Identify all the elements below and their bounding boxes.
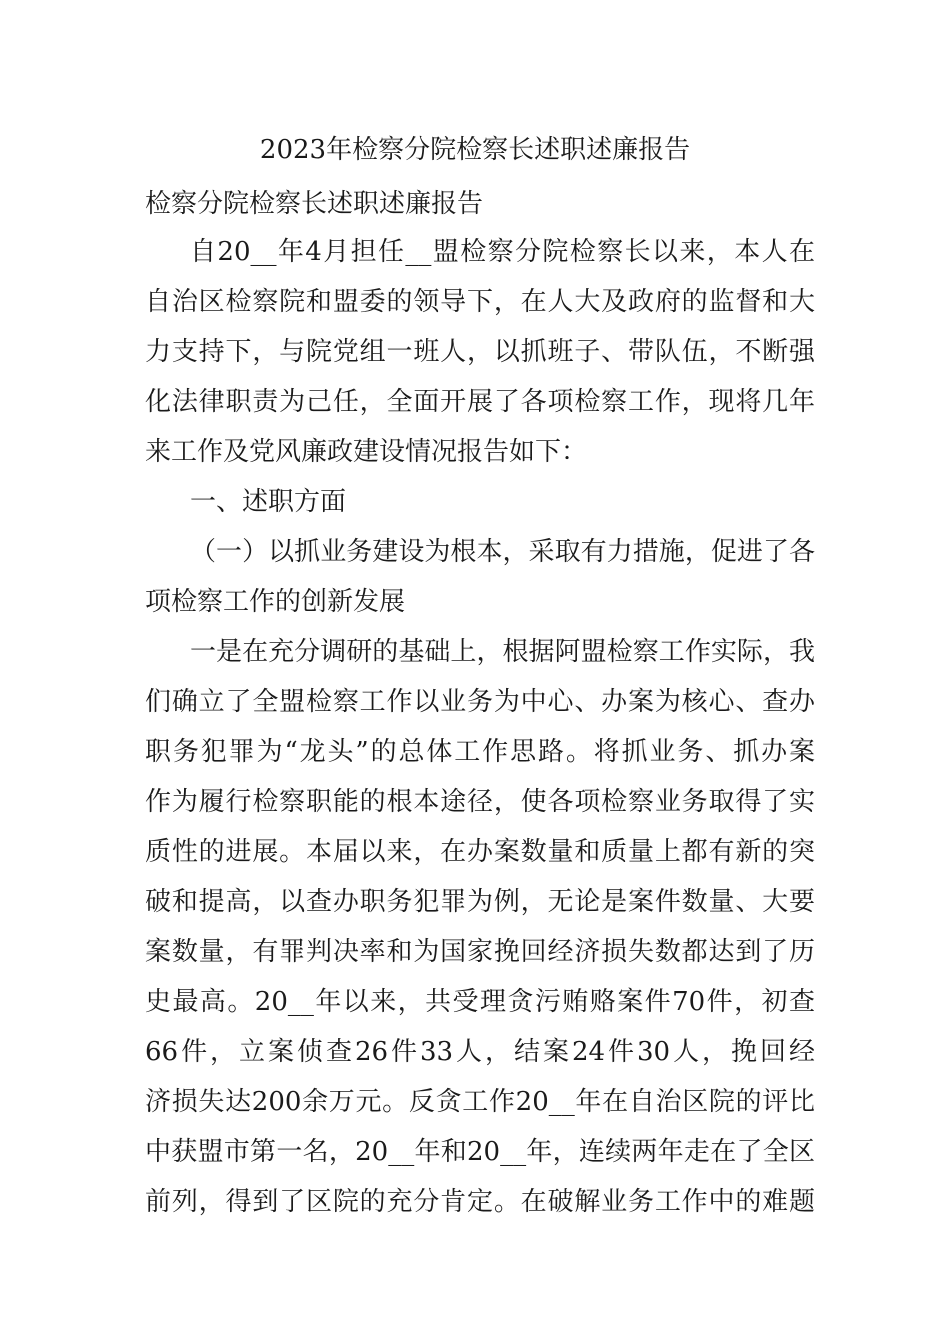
paragraph-line: 作为履行检察职能的根本途径，使各项检察业务取得了实 xyxy=(145,787,815,817)
paragraph-line: 前列，得到了区院的充分肯定。在破解业务工作中的难题 xyxy=(145,1187,815,1217)
paragraph-line: 自20__年4月担任__盟检察分院检察长以来，本人在 xyxy=(190,237,815,267)
paragraph-line: 案数量，有罪判决率和为国家挽回经济损失数都达到了历 xyxy=(145,937,815,967)
paragraph-line: 一是在充分调研的基础上，根据阿盟检察工作实际，我 xyxy=(190,637,815,667)
paragraph-line: 史最高。20__年以来，共受理贪污贿赂案件70件，初查 xyxy=(145,987,815,1017)
paragraph-line: 济损失达200余万元。反贪工作20__年在自治区院的评比 xyxy=(145,1087,815,1117)
section-heading: 一、述职方面 xyxy=(190,487,347,517)
paragraph-line: 化法律职责为己任，全面开展了各项检察工作，现将几年 xyxy=(145,387,815,417)
paragraph-line: 质性的进展。本届以来，在办案数量和质量上都有新的突 xyxy=(145,837,815,867)
paragraph-line: 们确立了全盟检察工作以业务为中心、办案为核心、查办 xyxy=(145,687,815,717)
document-title: 2023年检察分院检察长述职述廉报告 xyxy=(259,135,691,165)
paragraph-line: 破和提高，以查办职务犯罪为例，无论是案件数量、大要 xyxy=(145,887,815,917)
paragraph-line: 66件，立案侦查26件33人，结案24件30人，挽回经 xyxy=(145,1037,815,1067)
document-subtitle: 检察分院检察长述职述廉报告 xyxy=(145,189,484,219)
paragraph-line: 力支持下，与院党组一班人，以抓班子、带队伍，不断强 xyxy=(145,337,815,367)
subsection-heading: （一）以抓业务建设为根本，采取有力措施，促进了各 xyxy=(190,537,815,567)
paragraph-line: 职务犯罪为“龙头”的总体工作思路。将抓业务、抓办案 xyxy=(145,737,815,767)
paragraph-line: 中获盟市第一名，20__年和20__年，连续两年走在了全区 xyxy=(145,1137,815,1167)
paragraph-line: 自治区检察院和盟委的领导下，在人大及政府的监督和大 xyxy=(145,287,815,317)
subsection-heading: 项检察工作的创新发展 xyxy=(145,587,406,617)
paragraph-line: 来工作及党风廉政建设情况报告如下： xyxy=(145,437,588,467)
